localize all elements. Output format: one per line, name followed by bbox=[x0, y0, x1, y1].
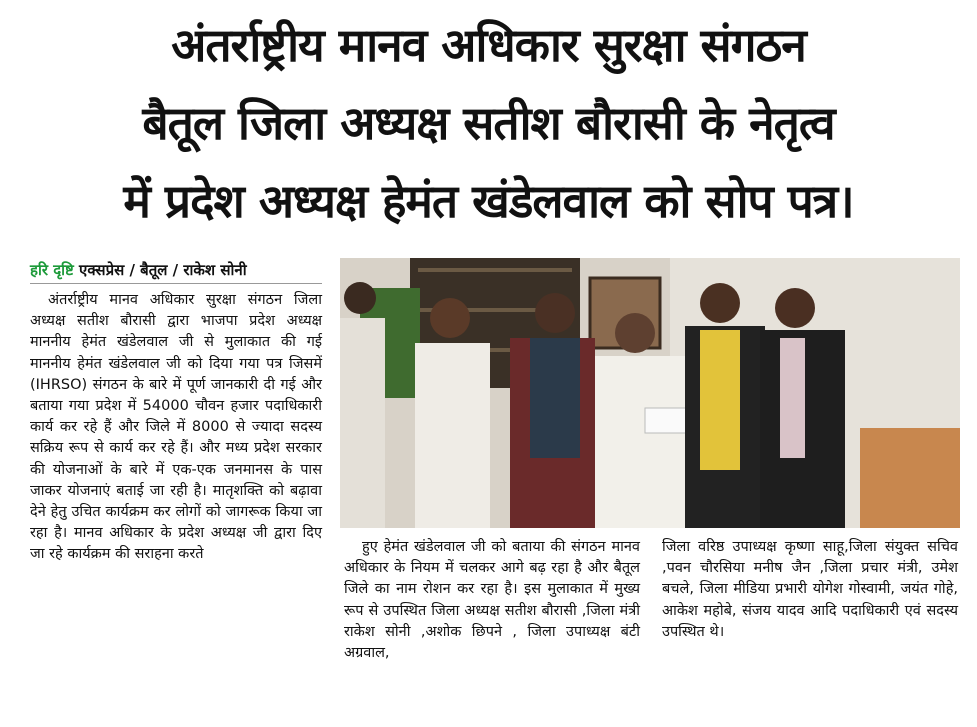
article-text-2: हुए हेमंत खंडेलवाल जी को बताया की संगठन मानव अधिकार के नियम में चलकर आगे बढ़ रहा है और बैतूल जिले का नाम रोशन कर रहा है। इस मुलाकात में मुख्य रूप से उपस्थित जिला अध्यक्ष सतीश बौरासी ,जिला मंत्री राकेश सोनी ,अशोक छिपने , जिला उपाध्यक्ष बंटी अग्रवाल, bbox=[344, 539, 640, 662]
byline bbox=[30, 260, 322, 280]
byline-rule bbox=[30, 283, 322, 284]
byline-location-author: एक्सप्रेस / बैतूल / राकेश सोनी bbox=[73, 261, 247, 279]
headline bbox=[0, 6, 977, 240]
article-text-3: जिला वरिष्ठ उपाध्यक्ष कृष्णा साहू,जिला संयुक्त सचिव ,पवन चौरसिया मनीष जैन ,जिला प्रचार मंत्री, उमेश बचले, जिला मीडिया प्रभारी योगेश गोस्वामी, जयंत गोहे, आकेश महोबे, संजय यादव आदि पदाधिकारी एवं सदस्य उपस्थित थे। bbox=[662, 539, 958, 640]
headline-line-2: बैतूल जिला अध्यक्ष सतीश बौरासी के नेतृत्व bbox=[142, 96, 835, 150]
byline-source: हरि दृष्टि bbox=[30, 261, 74, 279]
photo-illustration bbox=[340, 258, 960, 528]
article-column-3 bbox=[662, 537, 958, 643]
headline-line-3: में प्रदेश अध्यक्ष हेमंत खंडेलवाल को सोप पत्र। bbox=[123, 174, 854, 228]
news-photo bbox=[340, 258, 960, 528]
headline-line-1: अंतर्राष्ट्रीय मानव अधिकार सुरक्षा संगठन bbox=[171, 18, 806, 72]
article-column-2 bbox=[344, 537, 640, 664]
article-text-1: अंतर्राष्ट्रीय मानव अधिकार सुरक्षा संगठन जिला अध्यक्ष सतीश बौरासी द्वारा भाजपा प्रदेश अध्यक्ष माननीय हेमंत खंडेलवाल जी से मुलाकात की गई माननीय हेमंत खंडेलवाल जी को दिया गया पत्र जिसमें (IHRSO) संगठन के बारे में पूर्ण जानकारी दी गई और बताया गया प्रदेश में 54000 चौवन हजार पदाधिकारी कार्य कर रहे हैं और जिले में 8000 से ज्यादा सदस्य सक्रिय रूप से कार्य कर रहे हैं। और मध्य प्रदेश सरकार की योजनाओं के बारे में एक-एक जनमानस के पास जाकर योजनाएं बताई जा रही है। मातृशक्ति को बढ़ावा देने हेतु उचित कार्यक्रम कर लोगों को जागरूक किया जा रहा है। मानव अधिकार के प्रदेश अध्यक्ष जी द्वारा दिए जा रहे कार्यक्रम की सराहना करते bbox=[30, 292, 322, 563]
article-column-1 bbox=[30, 290, 322, 566]
